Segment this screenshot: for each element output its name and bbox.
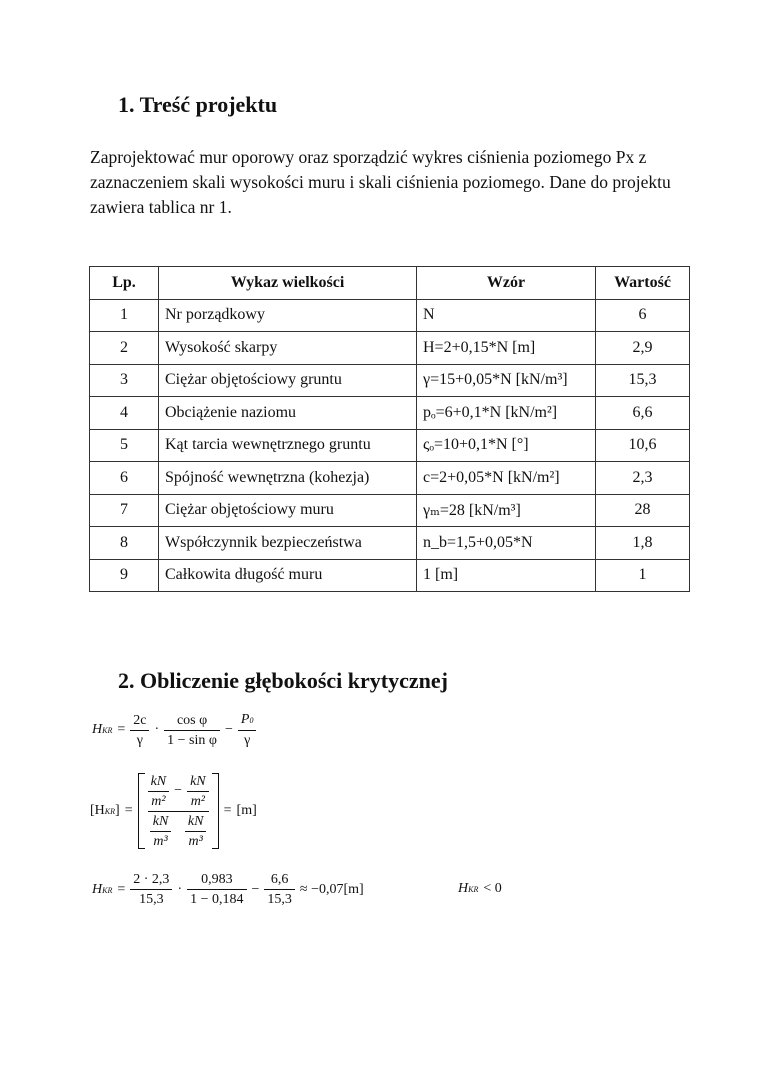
- eq3-result: ≈ −0,07[m]: [299, 881, 364, 897]
- equation-numeric: HKR = $\frac{2 \cdot 2,3}{15,3}$ · $\frac{0,983}{1 - 0,184}$ − $\frac{6,6}{15,3}$ ≈ −0,07[m]: [92, 870, 369, 909]
- table-header-row: [90, 267, 690, 300]
- table-row: [90, 559, 690, 592]
- eq3-frac-1: $\frac{2 \cdot 2,3}{15,3}$: [130, 870, 172, 909]
- section-1-title: 1. Treść projektu: [118, 92, 278, 117]
- cell-name: Ciężar objętościowy muru: [159, 494, 417, 527]
- cell-name: Wysokość skarpy: [159, 332, 417, 365]
- table-row: [90, 397, 690, 430]
- cell-lp: 8: [90, 527, 159, 560]
- cell-value: 2,3: [596, 462, 690, 495]
- eq2-lhs-sub: KR: [104, 807, 116, 816]
- cell-formula: pₒ=6+0,1*N [kN/m²]: [417, 397, 596, 430]
- cell-value: 15,3: [596, 364, 690, 397]
- table-row: [90, 299, 690, 332]
- cell-value: 2,9: [596, 332, 690, 365]
- cell-lp: 5: [90, 429, 159, 462]
- header-formula: Wzór: [417, 267, 596, 300]
- intro-paragraph: Zaprojektować mur oporowy oraz sporządzić wykres ciśnienia poziomego Px z zaznaczeniem skali wysokości muru i skali ciśnienia poziomego. Dane do projektu zawiera tablica nr 1.: [90, 147, 671, 217]
- cell-formula: γ=15+0,05*N [kN/m³]: [417, 364, 596, 397]
- cell-formula: N: [417, 299, 596, 332]
- eq2-frac-d: $\frac{kN}{\text{m³}}$: [185, 812, 207, 851]
- section-2-title: 2. Obliczenie głębokości krytycznej: [118, 668, 448, 693]
- eq2-result: [m]: [236, 803, 257, 818]
- cell-name: Kąt tarcia wewnętrznego gruntu: [159, 429, 417, 462]
- cell-value: 1,8: [596, 527, 690, 560]
- eq1-frac-2: $\frac{\text{cos φ}}{\text{1 − sin φ}}$: [164, 711, 220, 750]
- cell-value: 6,6: [596, 397, 690, 430]
- cell-formula: n_b=1,5+0,05*N: [417, 527, 596, 560]
- eq1-frac-1: $\frac{2c}{\gamma}$: [130, 711, 149, 750]
- cell-name: Całkowita długość muru: [159, 559, 417, 592]
- eq3-lhs-sub: KR: [102, 885, 113, 895]
- eq3-frac-3: $\frac{6,6}{15,3}$: [264, 870, 295, 909]
- equation-critical-depth: HKR = $\frac{2c}{\gamma}$ · $\frac{\text{cos φ}}{\text{1 − sin φ}}$ − $\frac{P0}{\gamma}$: [92, 710, 256, 750]
- eq2-frac-c: $\frac{kN}{\text{m³}}$: [150, 812, 172, 851]
- cell-formula: c=2+0,05*N [kN/m²]: [417, 462, 596, 495]
- cell-lp: 4: [90, 397, 159, 430]
- cell-name: Nr porządkowy: [159, 299, 417, 332]
- eq2-frac-a: $\frac{kN}{\text{m²}}$: [148, 772, 170, 811]
- cell-lp: 2: [90, 332, 159, 365]
- cell-value: 6: [596, 299, 690, 332]
- eq3-lhs: H: [92, 881, 103, 897]
- conclusion-lhs-sub: KR: [468, 885, 479, 894]
- cell-lp: 6: [90, 462, 159, 495]
- cell-lp: 1: [90, 299, 159, 332]
- eq1-frac-3: $\frac{P0}{\gamma}$: [238, 710, 257, 750]
- data-table: [89, 266, 690, 592]
- cell-name: Spójność wewnętrzna (kohezja): [159, 462, 417, 495]
- table-row: [90, 429, 690, 462]
- cell-lp: 7: [90, 494, 159, 527]
- cell-name: Współczynnik bezpieczeństwa: [159, 527, 417, 560]
- header-name: Wykaz wielkości: [159, 267, 417, 300]
- header-lp: Lp.: [90, 267, 159, 300]
- cell-formula: 1 [m]: [417, 559, 596, 592]
- eq3-frac-2: $\frac{0,983}{1 - 0,184}$: [187, 870, 246, 909]
- cell-value: 28: [596, 494, 690, 527]
- cell-value: 1: [596, 559, 690, 592]
- eq1-lhs-sub: KR: [102, 726, 113, 735]
- cell-value: 10,6: [596, 429, 690, 462]
- conclusion-rhs: < 0: [483, 881, 502, 896]
- table-row: [90, 462, 690, 495]
- eq2-lhs: [H: [90, 803, 105, 818]
- eq2-lhs-close: ]: [115, 803, 120, 818]
- cell-formula: ςₒ=10+0,1*N [°]: [417, 429, 596, 462]
- cell-lp: 9: [90, 559, 159, 592]
- equation-units: [HKR] = $\frac{kN}{\text{m²}}$ − $\frac{kN}{\text{m²}}$ $\frac{kN}{\text{m³}}$ $\frac{kN}{\text{m³}}$ = [m]: [90, 773, 257, 849]
- table-row: [90, 364, 690, 397]
- eq1-lhs: H: [92, 722, 103, 737]
- table-row: [90, 494, 690, 527]
- conclusion: [458, 881, 507, 897]
- conclusion-lhs: H: [458, 881, 469, 896]
- table-row: [90, 527, 690, 560]
- table-row: [90, 332, 690, 365]
- cell-lp: 3: [90, 364, 159, 397]
- cell-name: Ciężar objętościowy gruntu: [159, 364, 417, 397]
- header-value: Wartość: [596, 267, 690, 300]
- cell-formula: H=2+0,15*N [m]: [417, 332, 596, 365]
- eq2-frac-b: $\frac{kN}{\text{m²}}$: [187, 772, 209, 811]
- cell-name: Obciążenie naziomu: [159, 397, 417, 430]
- cell-formula: γₘ=28 [kN/m³]: [417, 494, 596, 527]
